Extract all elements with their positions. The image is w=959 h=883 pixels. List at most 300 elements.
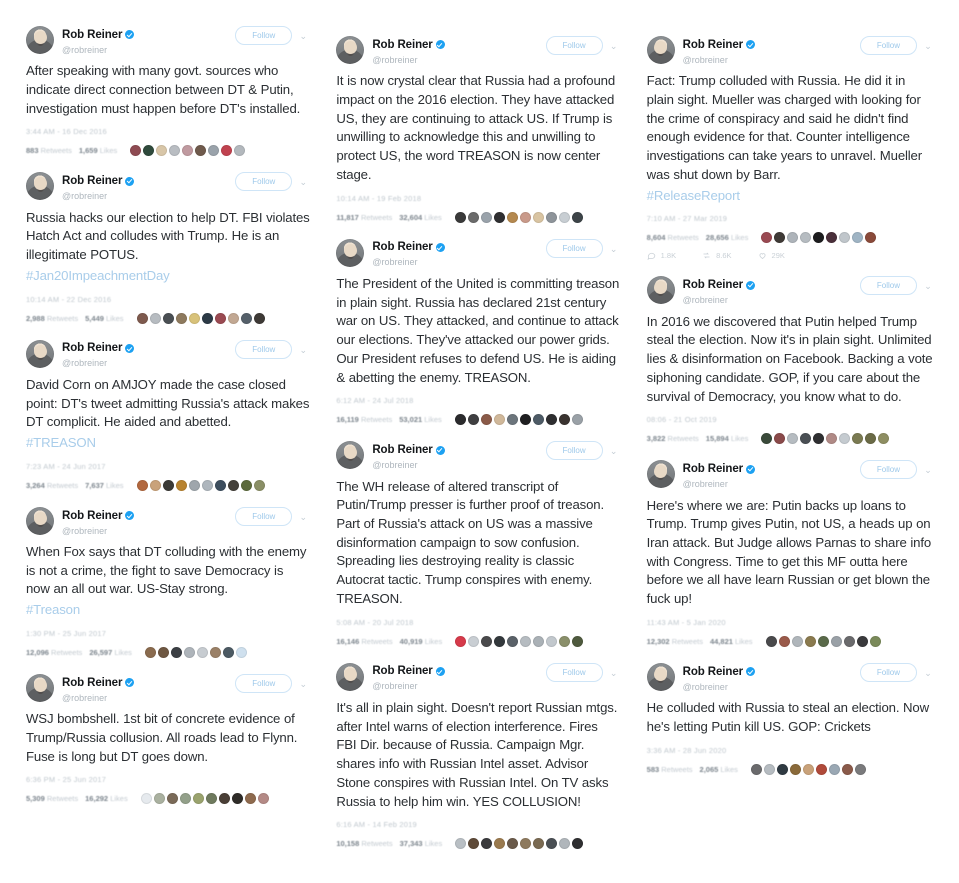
- follow-button[interactable]: Follow: [860, 663, 917, 682]
- account-names: [683, 276, 854, 305]
- like-count-label: Likes: [720, 764, 738, 774]
- verified-icon: [125, 177, 134, 186]
- account-handle[interactable]: @robreiner: [62, 525, 108, 536]
- avatar[interactable]: [26, 26, 54, 54]
- like-icon: [758, 251, 767, 260]
- liker-avatar[interactable]: [468, 414, 479, 425]
- liker-avatar[interactable]: [158, 647, 169, 658]
- display-name[interactable]: Rob Reiner: [372, 38, 433, 51]
- retweet-count[interactable]: [647, 765, 693, 774]
- like-count-value: 29K: [771, 251, 785, 261]
- liker-avatar[interactable]: [141, 793, 152, 804]
- like-count[interactable]: [706, 434, 749, 443]
- chevron-down-icon[interactable]: ⌄: [924, 281, 932, 292]
- liker-avatar[interactable]: [559, 212, 570, 223]
- liker-avatar[interactable]: [751, 764, 762, 775]
- tweet-text: The President of the United is committing treason in plain sight. Russia has declared 21st century war on US. They attacked, and continue to attack our elections. They've attacked our power grids. Our President refuses to defend US. He is aiding & abetting the enemy. TREASON.: [336, 275, 620, 385]
- liker-avatar[interactable]: [195, 145, 206, 156]
- liker-avatar[interactable]: [774, 433, 785, 444]
- tweet-card[interactable]: [336, 235, 620, 432]
- tweet-stats: [336, 203, 620, 223]
- avatar[interactable]: [336, 663, 364, 691]
- display-name[interactable]: Rob Reiner: [62, 28, 123, 41]
- liker-avatar[interactable]: [145, 647, 156, 658]
- liker-avatar[interactable]: [228, 480, 239, 491]
- follow-button[interactable]: Follow: [546, 441, 603, 460]
- liker-avatar[interactable]: [468, 838, 479, 849]
- verified-icon: [746, 281, 755, 290]
- liker-avatar[interactable]: [210, 647, 221, 658]
- liker-avatar[interactable]: [208, 145, 219, 156]
- tweet-timestamp[interactable]: 5:08 AM - 20 Jul 2018: [336, 617, 414, 627]
- liker-avatar[interactable]: [787, 232, 798, 243]
- liker-avatar[interactable]: [254, 480, 265, 491]
- liker-avatar[interactable]: [215, 480, 226, 491]
- tweet-stats: [336, 627, 620, 647]
- display-name[interactable]: Rob Reiner: [62, 175, 123, 188]
- tweet-timestamp[interactable]: 08:06 - 21 Oct 2019: [646, 415, 717, 425]
- retweet-count[interactable]: [26, 648, 82, 657]
- like-count[interactable]: [710, 637, 753, 646]
- retweet-count[interactable]: [26, 314, 78, 323]
- retweet-count-value: 3,822: [646, 434, 666, 444]
- liker-avatar[interactable]: [844, 636, 855, 647]
- liker-avatar[interactable]: [761, 232, 772, 243]
- display-name[interactable]: Rob Reiner: [682, 279, 743, 292]
- chevron-down-icon[interactable]: ⌄: [299, 511, 308, 522]
- liker-avatar[interactable]: [816, 764, 827, 775]
- liker-avatar[interactable]: [494, 414, 505, 425]
- follow-button[interactable]: Follow: [235, 340, 292, 359]
- tweet-timestamp[interactable]: 10:14 AM - 22 Dec 2016: [26, 294, 112, 304]
- liker-avatar[interactable]: [787, 433, 798, 444]
- liker-avatar[interactable]: [572, 838, 583, 849]
- tweet-timestamp[interactable]: 7:23 AM - 24 Jun 2017: [26, 461, 106, 471]
- liker-avatar[interactable]: [870, 636, 881, 647]
- retweet-count[interactable]: [336, 213, 392, 222]
- retweet-icon: [702, 251, 711, 260]
- follow-button[interactable]: Follow: [860, 460, 917, 479]
- tweet-timestamp[interactable]: 10:14 AM - 19 Feb 2018: [336, 193, 422, 203]
- retweet-count-label: Retweets: [46, 480, 79, 490]
- tweet-card[interactable]: [647, 659, 935, 781]
- liker-avatar[interactable]: [826, 232, 837, 243]
- liker-avatar[interactable]: [533, 414, 544, 425]
- retweet-count-label: Retweets: [360, 415, 393, 425]
- retweet-count[interactable]: [26, 481, 78, 490]
- display-name[interactable]: Rob Reiner: [62, 509, 123, 522]
- chevron-down-icon[interactable]: ⌄: [299, 177, 308, 188]
- liker-avatar[interactable]: [546, 414, 557, 425]
- account-handle[interactable]: @robreiner: [372, 681, 418, 692]
- like-count[interactable]: [399, 213, 442, 222]
- liker-avatar[interactable]: [829, 764, 840, 775]
- hashtag-link[interactable]: #Treason: [26, 602, 81, 618]
- liker-avatar[interactable]: [156, 145, 167, 156]
- tweet-card[interactable]: [336, 32, 620, 229]
- like-count[interactable]: [85, 481, 123, 490]
- liker-avatar[interactable]: [852, 232, 863, 243]
- liker-avatar[interactable]: [150, 480, 161, 491]
- liker-avatar[interactable]: [520, 636, 531, 647]
- tweet-stats: [647, 755, 935, 775]
- liker-facepile: [761, 232, 876, 243]
- liker-avatar[interactable]: [507, 414, 518, 425]
- account-handle[interactable]: @robreiner: [62, 191, 108, 202]
- tweet-card[interactable]: [336, 659, 620, 856]
- like-count[interactable]: [79, 146, 117, 155]
- like-count-value: 37,343: [399, 839, 423, 849]
- liker-avatar[interactable]: [455, 414, 466, 425]
- liker-avatar[interactable]: [572, 636, 583, 647]
- liker-avatar[interactable]: [533, 838, 544, 849]
- liker-avatar[interactable]: [455, 838, 466, 849]
- tweet-card[interactable]: [647, 32, 935, 266]
- display-name[interactable]: Rob Reiner: [62, 342, 123, 355]
- liker-avatar[interactable]: [245, 793, 256, 804]
- liker-avatar[interactable]: [206, 793, 217, 804]
- hashtag-line: [26, 601, 310, 622]
- tweet-header: [336, 659, 620, 694]
- retweet-count[interactable]: [336, 839, 392, 848]
- liker-avatar[interactable]: [241, 313, 252, 324]
- liker-avatar[interactable]: [831, 636, 842, 647]
- avatar[interactable]: [647, 460, 675, 488]
- verified-icon: [125, 30, 134, 39]
- liker-avatar[interactable]: [520, 212, 531, 223]
- tweet-card[interactable]: [26, 503, 310, 664]
- liker-avatar[interactable]: [818, 636, 829, 647]
- liker-avatar[interactable]: [494, 636, 505, 647]
- verified-icon: [436, 40, 445, 49]
- liker-avatar[interactable]: [790, 764, 801, 775]
- display-name[interactable]: Rob Reiner: [682, 38, 743, 51]
- reply-action[interactable]: [647, 251, 676, 260]
- liker-avatar[interactable]: [184, 647, 195, 658]
- retweet-count[interactable]: [26, 794, 78, 803]
- liker-avatar[interactable]: [154, 793, 165, 804]
- retweet-count-label: Retweets: [361, 636, 393, 646]
- like-action[interactable]: [758, 251, 785, 260]
- display-name[interactable]: Rob Reiner: [372, 444, 433, 457]
- tweet-card[interactable]: [26, 22, 310, 162]
- like-count-value: 28,656: [705, 233, 729, 243]
- chevron-down-icon[interactable]: ⌄: [609, 667, 618, 678]
- liker-avatar[interactable]: [546, 636, 557, 647]
- tweet-timestamp[interactable]: 1:30 PM - 25 Jun 2017: [26, 628, 107, 638]
- liker-avatar[interactable]: [215, 313, 226, 324]
- liker-avatar[interactable]: [468, 636, 479, 647]
- liker-avatar[interactable]: [764, 764, 775, 775]
- hashtag-link[interactable]: #ReleaseReport: [646, 187, 740, 203]
- liker-avatar[interactable]: [468, 212, 479, 223]
- like-count-value: 26,597: [89, 647, 113, 657]
- chevron-down-icon[interactable]: ⌄: [299, 678, 308, 689]
- liker-avatar[interactable]: [234, 145, 245, 156]
- tweet-timestamp[interactable]: 7:10 AM - 27 Mar 2019: [646, 214, 728, 224]
- display-name[interactable]: Rob Reiner: [372, 241, 433, 254]
- follow-button[interactable]: Follow: [235, 674, 292, 693]
- retweet-count[interactable]: [647, 637, 703, 646]
- like-count[interactable]: [85, 794, 128, 803]
- tweet-card[interactable]: [336, 437, 620, 652]
- like-count-label: Likes: [424, 415, 442, 425]
- liker-avatar[interactable]: [481, 414, 492, 425]
- hashtag-line: [26, 434, 310, 455]
- liker-avatar[interactable]: [150, 313, 161, 324]
- follow-button[interactable]: Follow: [546, 36, 603, 55]
- liker-avatar[interactable]: [137, 313, 148, 324]
- liker-avatar[interactable]: [865, 433, 876, 444]
- liker-avatar[interactable]: [766, 636, 777, 647]
- liker-avatar[interactable]: [520, 414, 531, 425]
- retweet-count-label: Retweets: [661, 764, 693, 774]
- liker-avatar[interactable]: [533, 212, 544, 223]
- liker-facepile: [766, 636, 881, 647]
- tweet-text: Here's where we are: Putin backs up loans to Trump. Trump gives Putin, not US, a heads up on Iran attack. But Judge allows Parnas to share info with Congress. Time to get this MF outta here before we all have learn Russian or get blown the fuck up!: [646, 497, 932, 607]
- retweet-count[interactable]: [336, 415, 392, 424]
- liker-avatar[interactable]: [826, 433, 837, 444]
- liker-avatar[interactable]: [481, 838, 492, 849]
- retweet-count-label: Retweets: [40, 146, 72, 156]
- liker-avatar[interactable]: [507, 636, 518, 647]
- liker-avatar[interactable]: [779, 636, 790, 647]
- liker-avatar[interactable]: [855, 764, 866, 775]
- liker-avatar[interactable]: [857, 636, 868, 647]
- account-handle[interactable]: @robreiner: [682, 295, 728, 306]
- like-count[interactable]: [400, 839, 443, 848]
- liker-avatar[interactable]: [852, 433, 863, 444]
- tweet-timestamp[interactable]: 3:36 AM - 28 Jun 2020: [646, 745, 727, 755]
- liker-avatar[interactable]: [176, 313, 187, 324]
- avatar[interactable]: [336, 36, 364, 64]
- liker-avatar[interactable]: [232, 793, 243, 804]
- tweet-card[interactable]: [26, 168, 310, 329]
- like-count[interactable]: [89, 648, 132, 657]
- like-count[interactable]: [700, 765, 738, 774]
- avatar[interactable]: [336, 239, 364, 267]
- liker-avatar[interactable]: [219, 793, 230, 804]
- account-handle[interactable]: @robreiner: [372, 54, 418, 65]
- liker-avatar[interactable]: [792, 636, 803, 647]
- tweet-text: It's all in plain sight. Doesn't report Russian mtgs. after Intel warns of election interference. Fires FBI Dir. because of Russia. Campaign Mgr. shares info with Russian Intel asset. Advisor Stone conspires with Russian Intel. On TV asks Russia to help him win. YES COLLUSION!: [336, 699, 618, 809]
- liker-avatar[interactable]: [221, 145, 232, 156]
- liker-avatar[interactable]: [202, 313, 213, 324]
- liker-avatar[interactable]: [481, 636, 492, 647]
- verified-icon: [746, 465, 755, 474]
- account-handle[interactable]: @robreiner: [62, 358, 108, 369]
- liker-avatar[interactable]: [236, 647, 247, 658]
- display-name[interactable]: Rob Reiner: [372, 665, 433, 678]
- liker-avatar[interactable]: [774, 232, 785, 243]
- account-handle[interactable]: @robreiner: [372, 257, 418, 268]
- account-handle[interactable]: @robreiner: [682, 54, 728, 65]
- tweet-header: [26, 336, 310, 371]
- liker-avatar[interactable]: [228, 313, 239, 324]
- liker-avatar[interactable]: [171, 647, 182, 658]
- follow-button[interactable]: Follow: [860, 276, 917, 295]
- liker-avatar[interactable]: [546, 838, 557, 849]
- reply-count-value: 1.8K: [660, 251, 677, 261]
- chevron-down-icon[interactable]: ⌄: [924, 465, 932, 476]
- liker-avatar[interactable]: [839, 232, 850, 243]
- tweet-text: In 2016 we discovered that Putin helped Trump steal the election. Now it's in plain sight. Unlimited lies & disinformation on Facebook. Backing a vote siphoning candidate. GOP, if you care about the survival of Democracy, you know what to do.: [646, 313, 933, 404]
- display-name[interactable]: Rob Reiner: [682, 665, 743, 678]
- liker-avatar[interactable]: [189, 313, 200, 324]
- chevron-down-icon[interactable]: ⌄: [299, 344, 308, 355]
- liker-avatar[interactable]: [761, 433, 772, 444]
- chevron-down-icon[interactable]: ⌄: [924, 667, 932, 678]
- follow-button[interactable]: Follow: [235, 507, 292, 526]
- follow-button[interactable]: Follow: [546, 239, 603, 258]
- liker-facepile: [130, 145, 245, 156]
- liker-avatar[interactable]: [180, 793, 191, 804]
- liker-avatar[interactable]: [193, 793, 204, 804]
- avatar[interactable]: [647, 36, 675, 64]
- like-count-label: Likes: [110, 794, 128, 804]
- liker-avatar[interactable]: [258, 793, 269, 804]
- liker-facepile: [761, 433, 889, 444]
- liker-avatar[interactable]: [572, 212, 583, 223]
- tweet-timestamp[interactable]: 3:44 AM - 16 Dec 2016: [26, 127, 107, 137]
- hashtag-link[interactable]: #TREASON: [26, 435, 96, 451]
- chevron-down-icon[interactable]: ⌄: [299, 31, 308, 41]
- liker-avatar[interactable]: [197, 647, 208, 658]
- hashtag-link[interactable]: #Jan20ImpeachmentDay: [26, 267, 170, 283]
- liker-avatar[interactable]: [842, 764, 853, 775]
- avatar[interactable]: [26, 674, 54, 702]
- liker-avatar[interactable]: [176, 480, 187, 491]
- liker-avatar[interactable]: [163, 313, 174, 324]
- account-handle[interactable]: @robreiner: [62, 692, 108, 703]
- chevron-down-icon[interactable]: ⌄: [609, 446, 618, 457]
- liker-avatar[interactable]: [189, 480, 200, 491]
- account-names: [372, 36, 539, 65]
- liker-avatar[interactable]: [223, 647, 234, 658]
- liker-avatar[interactable]: [254, 313, 265, 324]
- follow-button[interactable]: Follow: [546, 663, 603, 682]
- retweet-count-value: 16,119: [336, 415, 359, 425]
- tweet-text: It is now crystal clear that Russia had a profound impact on the 2016 election. They have attacked US, they are continuing to attack US. If Trump is unwilling to acknowledge this and unwilling to protect US, the word TREASON is now center stage.: [336, 73, 616, 182]
- liker-avatar[interactable]: [572, 414, 583, 425]
- liker-avatar[interactable]: [777, 764, 788, 775]
- tweet-timestamp[interactable]: 6:16 AM - 14 Feb 2019: [336, 820, 417, 830]
- tweet-card[interactable]: [26, 336, 310, 497]
- account-handle[interactable]: @robreiner: [682, 681, 728, 692]
- liker-avatar[interactable]: [182, 145, 193, 156]
- account-handle[interactable]: @robreiner: [682, 479, 728, 490]
- liker-avatar[interactable]: [559, 636, 570, 647]
- retweet-count-value: 8,604: [646, 233, 666, 243]
- liker-avatar[interactable]: [800, 232, 811, 243]
- retweet-count[interactable]: [647, 434, 699, 443]
- liker-avatar[interactable]: [533, 636, 544, 647]
- tweet-card[interactable]: [647, 272, 935, 450]
- retweet-count[interactable]: [336, 637, 392, 646]
- liker-avatar[interactable]: [559, 414, 570, 425]
- avatar[interactable]: [647, 663, 675, 691]
- liker-avatar[interactable]: [455, 212, 466, 223]
- like-count[interactable]: [85, 314, 123, 323]
- liker-avatar[interactable]: [202, 480, 213, 491]
- display-name[interactable]: Rob Reiner: [62, 676, 123, 689]
- tweet-card[interactable]: [647, 456, 935, 653]
- liker-avatar[interactable]: [520, 838, 531, 849]
- liker-avatar[interactable]: [559, 838, 570, 849]
- liker-avatar[interactable]: [130, 145, 141, 156]
- liker-avatar[interactable]: [813, 232, 824, 243]
- liker-avatar[interactable]: [813, 433, 824, 444]
- tweet-header: [336, 235, 620, 270]
- liker-avatar[interactable]: [241, 480, 252, 491]
- tweet-timestamp[interactable]: 6:36 PM - 25 Jun 2017: [26, 775, 107, 785]
- avatar[interactable]: [336, 441, 364, 469]
- like-count[interactable]: [400, 637, 443, 646]
- liker-avatar[interactable]: [865, 232, 876, 243]
- liker-avatar[interactable]: [507, 838, 518, 849]
- liker-avatar[interactable]: [143, 145, 154, 156]
- retweet-count-value: 5,309: [26, 794, 45, 804]
- chevron-down-icon[interactable]: ⌄: [609, 243, 618, 254]
- tweet-timestamp[interactable]: 11:43 AM - 5 Jan 2020: [646, 617, 726, 627]
- tweet-header: [647, 272, 935, 307]
- liker-avatar[interactable]: [800, 433, 811, 444]
- avatar[interactable]: [647, 276, 675, 304]
- liker-avatar[interactable]: [167, 793, 178, 804]
- avatar[interactable]: [26, 340, 54, 368]
- retweet-count[interactable]: [647, 233, 699, 242]
- liker-avatar[interactable]: [878, 433, 889, 444]
- tweet-card[interactable]: [26, 670, 310, 810]
- liker-avatar[interactable]: [546, 212, 557, 223]
- tweet-timestamp[interactable]: 6:12 AM - 24 Jul 2018: [336, 396, 414, 406]
- tweet-column-2: [324, 32, 634, 861]
- chevron-down-icon[interactable]: ⌄: [924, 41, 932, 51]
- display-name[interactable]: Rob Reiner: [682, 463, 743, 476]
- liker-avatar[interactable]: [805, 636, 816, 647]
- liker-avatar[interactable]: [455, 636, 466, 647]
- verified-icon: [125, 511, 134, 520]
- like-count-label: Likes: [730, 434, 749, 444]
- retweet-count[interactable]: [26, 146, 72, 155]
- liker-avatar[interactable]: [494, 212, 505, 223]
- verified-icon: [436, 667, 445, 676]
- liker-avatar[interactable]: [494, 838, 505, 849]
- liker-facepile: [455, 636, 583, 647]
- liker-avatar[interactable]: [507, 212, 518, 223]
- liker-avatar[interactable]: [137, 480, 148, 491]
- liker-avatar[interactable]: [839, 433, 850, 444]
- like-count[interactable]: [706, 233, 749, 242]
- retweet-count-value: 12,096: [26, 647, 49, 657]
- follow-button[interactable]: Follow: [235, 172, 292, 191]
- liker-avatar[interactable]: [481, 212, 492, 223]
- account-handle[interactable]: @robreiner: [372, 460, 418, 471]
- liker-avatar[interactable]: [163, 480, 174, 491]
- retweet-action[interactable]: [702, 251, 731, 260]
- follow-button[interactable]: Follow: [860, 36, 917, 55]
- liker-avatar[interactable]: [169, 145, 180, 156]
- follow-button[interactable]: Follow: [235, 26, 292, 45]
- like-count[interactable]: [399, 415, 442, 424]
- liker-avatar[interactable]: [803, 764, 814, 775]
- avatar[interactable]: [26, 172, 54, 200]
- verified-icon: [746, 40, 755, 49]
- avatar[interactable]: [26, 507, 54, 535]
- chevron-down-icon[interactable]: ⌄: [609, 41, 618, 51]
- retweet-count-value: 12,302: [646, 636, 670, 646]
- account-handle[interactable]: @robreiner: [62, 44, 108, 55]
